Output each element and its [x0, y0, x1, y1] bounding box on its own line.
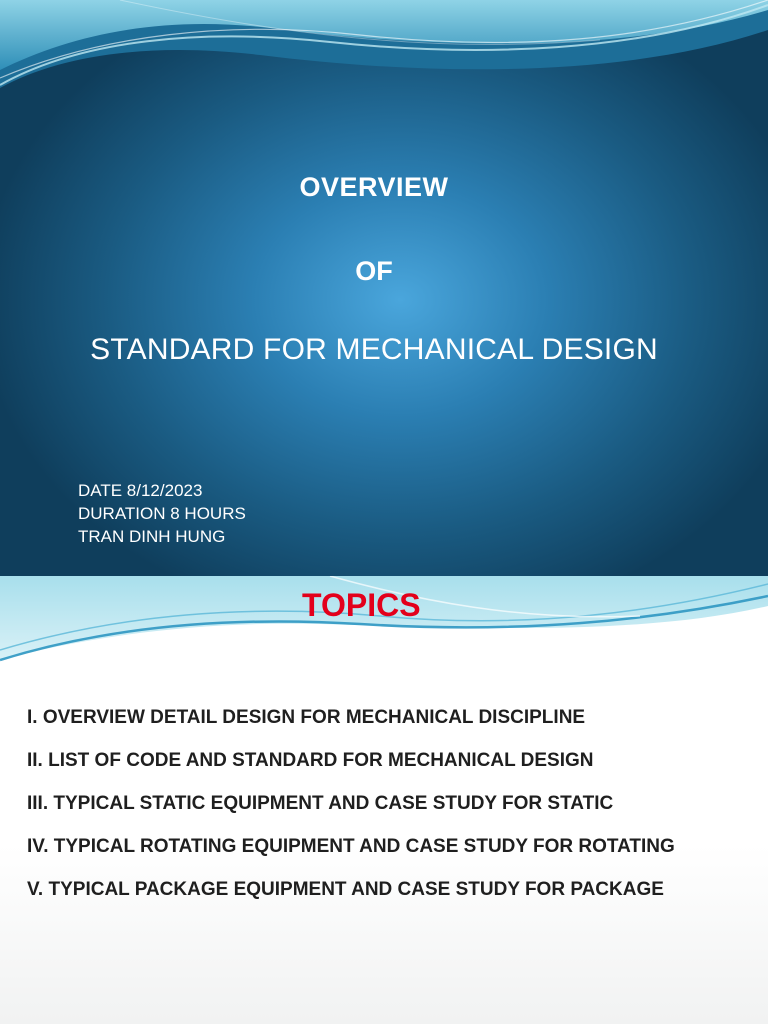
- topic-item-1: I. OVERVIEW DETAIL DESIGN FOR MECHANICAL DISCIPLINE: [27, 707, 586, 728]
- topic-item-2: II. LIST OF CODE AND STANDARD FOR MECHANICAL DESIGN: [27, 750, 594, 771]
- duration-text: DURATION 8 HOURS: [78, 504, 246, 523]
- wave-decoration-top: [0, 0, 768, 95]
- topics-slide: [0, 576, 768, 1024]
- topic-item-3: III. TYPICAL STATIC EQUIPMENT AND CASE STUDY FOR STATIC: [27, 793, 614, 814]
- topic-item-5: V. TYPICAL PACKAGE EQUIPMENT AND CASE STUDY FOR PACKAGE: [27, 879, 664, 900]
- presentation-meta: [78, 479, 246, 548]
- topic-item-4: IV. TYPICAL ROTATING EQUIPMENT AND CASE STUDY FOR ROTATING: [27, 836, 675, 857]
- main-title: STANDARD FOR MECHANICAL DESIGN: [90, 333, 658, 366]
- date-text: DATE 8/12/2023: [78, 481, 203, 500]
- topics-list: [27, 704, 675, 919]
- presenter-name: TRAN DINH HUNG: [78, 527, 226, 546]
- title-overview: OVERVIEW: [299, 172, 449, 202]
- topics-heading: TOPICS: [302, 587, 421, 623]
- title-of: OF: [355, 256, 393, 286]
